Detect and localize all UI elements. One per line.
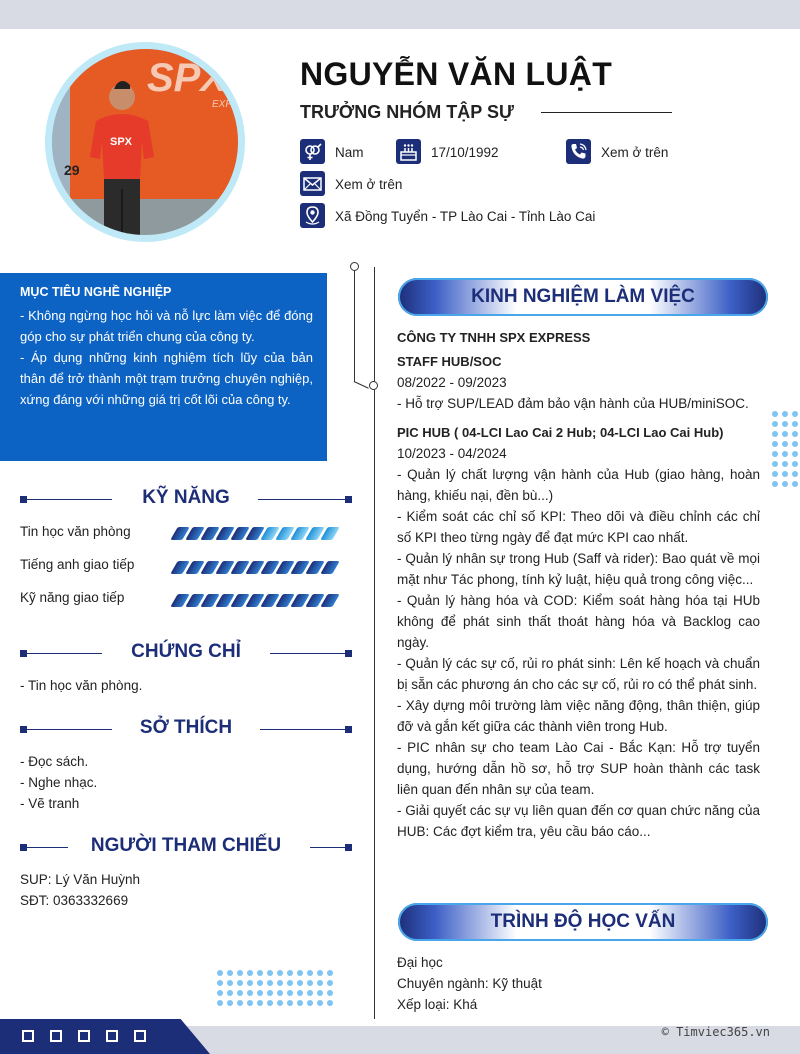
birthday-cake-icon bbox=[396, 139, 421, 164]
dot bbox=[327, 990, 333, 996]
objective-line: - Áp dụng những kinh nghiệm tích lũy của bản thân để trở thành một trạm trưởng chuyên nghiệp, xứng đáng với những giá trị cốt lõi của công ty. bbox=[20, 350, 313, 407]
certificates-title: CHỨNG CHỈ bbox=[131, 641, 241, 662]
decorative-dots bbox=[772, 411, 798, 487]
dot bbox=[772, 461, 778, 467]
reference-item: SUP: Lý Văn Huỳnh bbox=[20, 872, 141, 887]
job-description: - Giải quyết các sự vụ liên quan đến cơ quan chức năng của HUB: Các đợt kiểm tra, yêu cầu báo cáo... bbox=[397, 803, 760, 839]
reference-item: SĐT: 0363332669 bbox=[20, 893, 129, 908]
dot bbox=[257, 980, 263, 986]
education-item: Xếp loại: Khá bbox=[397, 997, 478, 1012]
dot bbox=[247, 970, 253, 976]
dot bbox=[297, 970, 303, 976]
dot bbox=[287, 990, 293, 996]
dot bbox=[782, 431, 788, 437]
skill-name: Kỹ năng giao tiếp bbox=[20, 590, 125, 605]
profile-photo bbox=[52, 49, 238, 235]
education-content bbox=[397, 952, 760, 1015]
square-icon bbox=[134, 1030, 146, 1042]
dot bbox=[237, 990, 243, 996]
square-icon bbox=[22, 1030, 34, 1042]
dot bbox=[267, 1000, 273, 1006]
job-description: - Quản lý chất lượng vận hành của Hub (giao hàng, hoàn hàng, khiếu nại, đền bù...) bbox=[397, 467, 760, 503]
job-period: 08/2022 - 09/2023 bbox=[397, 375, 507, 390]
dot bbox=[772, 451, 778, 457]
hobbies-heading bbox=[20, 717, 352, 741]
dot bbox=[772, 421, 778, 427]
dot bbox=[247, 980, 253, 986]
experience-banner bbox=[398, 278, 768, 316]
dot bbox=[267, 980, 273, 986]
divider bbox=[541, 112, 672, 113]
dot bbox=[792, 431, 798, 437]
education-item: Chuyên ngành: Kỹ thuật bbox=[397, 976, 542, 991]
timeline-node bbox=[350, 262, 359, 271]
dot bbox=[247, 1000, 253, 1006]
education-banner bbox=[398, 903, 768, 941]
dot bbox=[267, 990, 273, 996]
skills-heading bbox=[20, 487, 352, 511]
dot bbox=[327, 970, 333, 976]
candidate-position: TRƯỞNG NHÓM TẬP SỰ bbox=[300, 102, 514, 122]
dot bbox=[287, 980, 293, 986]
dot bbox=[237, 1000, 243, 1006]
birthday-value: 17/10/1992 bbox=[431, 145, 499, 160]
phone-icon bbox=[566, 139, 591, 164]
dot bbox=[792, 441, 798, 447]
email-icon bbox=[300, 171, 325, 196]
timeline-node bbox=[369, 381, 378, 390]
dot bbox=[792, 481, 798, 487]
dot bbox=[782, 481, 788, 487]
dot bbox=[217, 990, 223, 996]
hobby-item: - Vẽ tranh bbox=[20, 796, 80, 811]
career-objective bbox=[0, 273, 327, 461]
objective-title: MỤC TIÊU NGHỀ NGHIỆP bbox=[20, 285, 172, 299]
job-role: STAFF HUB/SOC bbox=[397, 354, 502, 369]
square-icon bbox=[50, 1030, 62, 1042]
dot bbox=[782, 451, 788, 457]
dot bbox=[772, 431, 778, 437]
dot bbox=[227, 970, 233, 976]
dot bbox=[227, 1000, 233, 1006]
gender-icon bbox=[300, 139, 325, 164]
dot bbox=[277, 970, 283, 976]
references-heading bbox=[20, 835, 352, 859]
experience-content bbox=[397, 327, 760, 842]
dot bbox=[297, 1000, 303, 1006]
job-period: 10/2023 - 04/2024 bbox=[397, 446, 507, 461]
dot bbox=[782, 461, 788, 467]
company-name: CÔNG TY TNHH SPX EXPRESS bbox=[397, 330, 591, 345]
skill-name: Tin học văn phòng bbox=[20, 524, 131, 539]
dot bbox=[772, 481, 778, 487]
email-value: Xem ở trên bbox=[335, 177, 403, 192]
dot bbox=[792, 461, 798, 467]
skill-level-bar bbox=[174, 561, 344, 575]
svg-text:EXP: EXP bbox=[212, 99, 233, 110]
job-description: - Quản lý các sự cố, rủi ro phát sinh: Lên kế hoạch và chuẩn bị sẵn các phương án cho các sự cố, rủi ro có thể phát sinh. bbox=[397, 656, 760, 692]
candidate-name: NGUYỄN VĂN LUẬT bbox=[300, 56, 613, 92]
dot bbox=[237, 980, 243, 986]
hobbies-title: SỞ THÍCH bbox=[139, 717, 233, 738]
dot bbox=[257, 990, 263, 996]
gender-value: Nam bbox=[335, 145, 364, 160]
job-description: - Kiểm soát các chỉ số KPI: Theo dõi và điều chỉnh các chỉ số KPI theo từng ngày để đạt mức KPI cao nhất. bbox=[397, 509, 760, 545]
dot bbox=[792, 451, 798, 457]
dot bbox=[257, 970, 263, 976]
square-icon bbox=[106, 1030, 118, 1042]
dot bbox=[277, 1000, 283, 1006]
dot bbox=[277, 980, 283, 986]
dot bbox=[782, 421, 788, 427]
decorative-dots bbox=[217, 970, 333, 1006]
dot bbox=[307, 980, 313, 986]
skill-level-bar bbox=[174, 594, 344, 608]
dot bbox=[227, 980, 233, 986]
education-item: Đại học bbox=[397, 955, 443, 970]
certificate-item: - Tin học văn phòng. bbox=[20, 678, 143, 693]
dot bbox=[317, 990, 323, 996]
dot bbox=[772, 411, 778, 417]
square-icon bbox=[78, 1030, 90, 1042]
dot bbox=[327, 980, 333, 986]
watermark: © Timviec365.vn bbox=[661, 1025, 770, 1039]
dot bbox=[317, 980, 323, 986]
dot bbox=[792, 471, 798, 477]
dot bbox=[772, 471, 778, 477]
experience-title: KINH NGHIỆM LÀM VIỆC bbox=[471, 286, 695, 307]
dot bbox=[792, 421, 798, 427]
job-description: - Quản lý hàng hóa và COD: Kiểm soát hàng hóa tại HUb không để phát sinh thất thoát hàng hóa và Backlog cao ngày. bbox=[397, 593, 760, 650]
dot bbox=[267, 970, 273, 976]
job-description: - Xây dựng môi trường làm việc năng động, thân thiện, giúp đỡ và gắn kết giữa các thành viên trong Hub. bbox=[397, 698, 760, 734]
dot bbox=[297, 990, 303, 996]
location-icon bbox=[300, 203, 325, 228]
dot bbox=[307, 1000, 313, 1006]
dot bbox=[257, 1000, 263, 1006]
objective-body bbox=[20, 305, 313, 410]
dot bbox=[782, 441, 788, 447]
dot bbox=[287, 1000, 293, 1006]
job-description: - Hỗ trợ SUP/LEAD đảm bảo vận hành của HUB/miniSOC. bbox=[397, 396, 749, 411]
dot bbox=[772, 441, 778, 447]
dot bbox=[317, 1000, 323, 1006]
avatar bbox=[45, 42, 245, 242]
dot bbox=[217, 970, 223, 976]
hobby-item: - Đọc sách. bbox=[20, 754, 89, 769]
dot bbox=[237, 970, 243, 976]
phone-value: Xem ở trên bbox=[601, 145, 669, 160]
shirt-logo: SPX bbox=[110, 136, 133, 148]
skill-name: Tiếng anh giao tiếp bbox=[20, 557, 135, 572]
photo-bg-logo: SPX bbox=[147, 56, 228, 100]
timeline-line bbox=[374, 267, 375, 1019]
dot bbox=[297, 980, 303, 986]
skill-level-bar bbox=[174, 527, 344, 541]
dot bbox=[227, 990, 233, 996]
dot bbox=[317, 970, 323, 976]
skills-title: KỸ NĂNG bbox=[142, 487, 230, 508]
hobby-item: - Nghe nhạc. bbox=[20, 775, 98, 790]
job-description: - PIC nhân sự cho team Lào Cai - Bắc Kạn: Hỗ trợ tuyển dụng, hướng dẫn hồ sơ, hỗ trợ SUP hoàn thành các task liên quan đến nhân sự của team. bbox=[397, 740, 760, 797]
job-role: PIC HUB ( 04-LCI Lao Cai 2 Hub; 04-LCI Lao Cai Hub) bbox=[397, 425, 724, 440]
dot bbox=[217, 980, 223, 986]
dot bbox=[307, 990, 313, 996]
dot bbox=[782, 411, 788, 417]
job-description: - Quản lý nhân sự trong Hub (Saff và rider): Bao quát về mọi mặt như Tác phong, tính kỷ luật, hiệu quả trong công việc... bbox=[397, 551, 760, 587]
objective-line: - Không ngừng học hỏi và nỗ lực làm việc để đóng góp cho sự phát triển chung của công ty. bbox=[20, 308, 313, 344]
svg-text:29: 29 bbox=[64, 162, 80, 178]
certificates-heading bbox=[20, 641, 352, 665]
dot bbox=[307, 970, 313, 976]
references-title: NGƯỜI THAM CHIẾU bbox=[90, 835, 282, 856]
top-bar bbox=[0, 0, 800, 29]
dot bbox=[782, 471, 788, 477]
dot bbox=[327, 1000, 333, 1006]
dot bbox=[247, 990, 253, 996]
dot bbox=[217, 1000, 223, 1006]
address-value: Xã Đồng Tuyển - TP Lào Cai - Tỉnh Lào Cai bbox=[335, 209, 596, 224]
dot bbox=[287, 970, 293, 976]
dot bbox=[792, 411, 798, 417]
education-title: TRÌNH ĐỘ HỌC VẤN bbox=[490, 911, 676, 932]
dot bbox=[277, 990, 283, 996]
